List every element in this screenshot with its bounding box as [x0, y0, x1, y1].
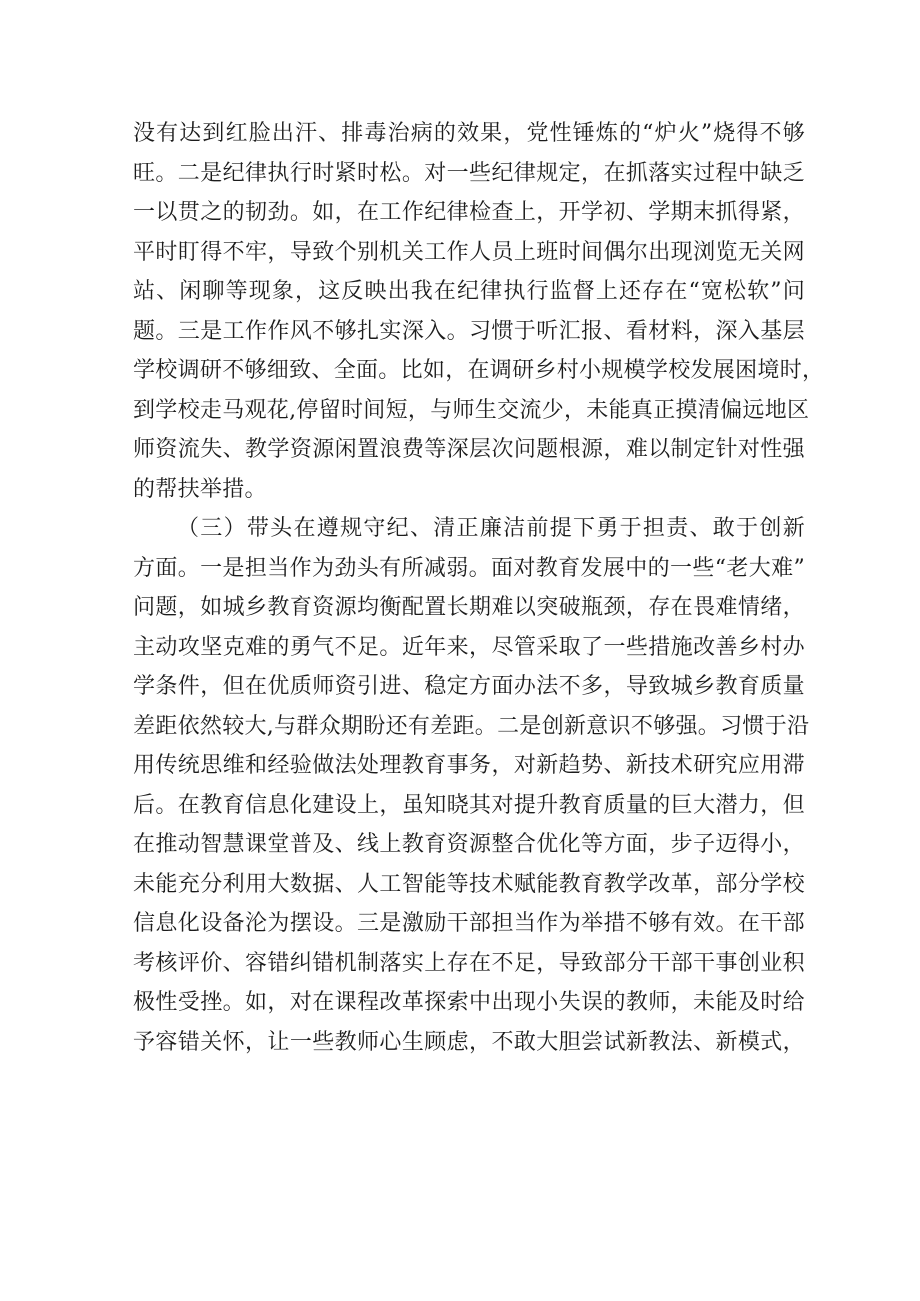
section-heading-line: （三）带头在遵规守纪、清正廉洁前提下勇于担责、敢于创新 [177, 516, 805, 541]
document-body [133, 114, 825, 1062]
text-line: 师资流失、教学资源闲置浪费等深层次问题根源，难以制定针对性强 [133, 437, 805, 462]
text-line: 题。三是工作作风不够扎实深入。习惯于听汇报、看材料，深入基层 [133, 318, 805, 344]
text-line: 一以贯之的韧劲。如，在工作纪律检查上，开学初、学期末抓得紧， [133, 200, 805, 225]
text-line: 站、闲聊等现象，这反映出我在纪律执行监督上还存在“宽松软”问 [133, 279, 805, 304]
text-line: 用传统思维和经验做法处理教育事务，对新趋势、新技术研究应用滞 [133, 753, 805, 778]
text-line: 予容错关怀，让一些教师心生顾虑，不敢大胆尝试新教法、新模式， [133, 1029, 805, 1055]
text-line: 考核评价、容错纠错机制落实上存在不足，导致部分干部干事创业积 [133, 950, 805, 976]
text-line: 后。在教育信息化建设上，虽知晓其对提升教育质量的巨大潜力，但 [133, 792, 805, 818]
text-line: 学条件，但在优质师资引进、稳定方面办法不多，导致城乡教育质量 [133, 674, 805, 699]
text-line: 未能充分利用大数据、人工智能等技术赋能教育教学改革，部分学校 [133, 871, 805, 897]
text-line: 信息化设备沦为摆设。三是激励干部担当作为举措不够有效。在干部 [133, 911, 805, 936]
text-line: 的帮扶举措。 [133, 476, 267, 502]
text-line: 差距依然较大,与群众期盼还有差距。二是创新意识不够强。习惯于沿 [133, 713, 810, 739]
text-line: 平时盯得不牢，导致个别机关工作人员上班时间偶尔出现浏览无关网 [133, 239, 805, 265]
text-line: 方面。一是担当作为劲头有所减弱。面对教育发展中的一些“老大难” [133, 555, 805, 581]
text-line: 旺。二是纪律执行时紧时松。对一些纪律规定，在抓落实过程中缺乏 [133, 160, 805, 186]
text-line: 问题，如城乡教育资源均衡配置长期难以突破瓶颈，存在畏难情绪， [133, 595, 805, 620]
text-line: 在推动智慧课堂普及、线上教育资源整合优化等方面，步子迈得小， [133, 832, 805, 857]
text-line: 到学校走马观花,停留时间短，与师生交流少，未能真正摸清偏远地区 [133, 397, 810, 423]
text-line: 极性受挫。如，对在课程改革探索中出现小失误的教师，未能及时给 [133, 990, 805, 1015]
text-line: 主动攻坚克难的勇气不足。近年来，尽管采取了一些措施改善乡村办 [133, 634, 805, 660]
text-line: 学校调研不够细致、全面。比如，在调研乡村小规模学校发展困境时， [133, 358, 825, 383]
text-line: 没有达到红脸出汗、排毒治病的效果，党性锤炼的“炉火”烧得不够 [133, 121, 805, 146]
